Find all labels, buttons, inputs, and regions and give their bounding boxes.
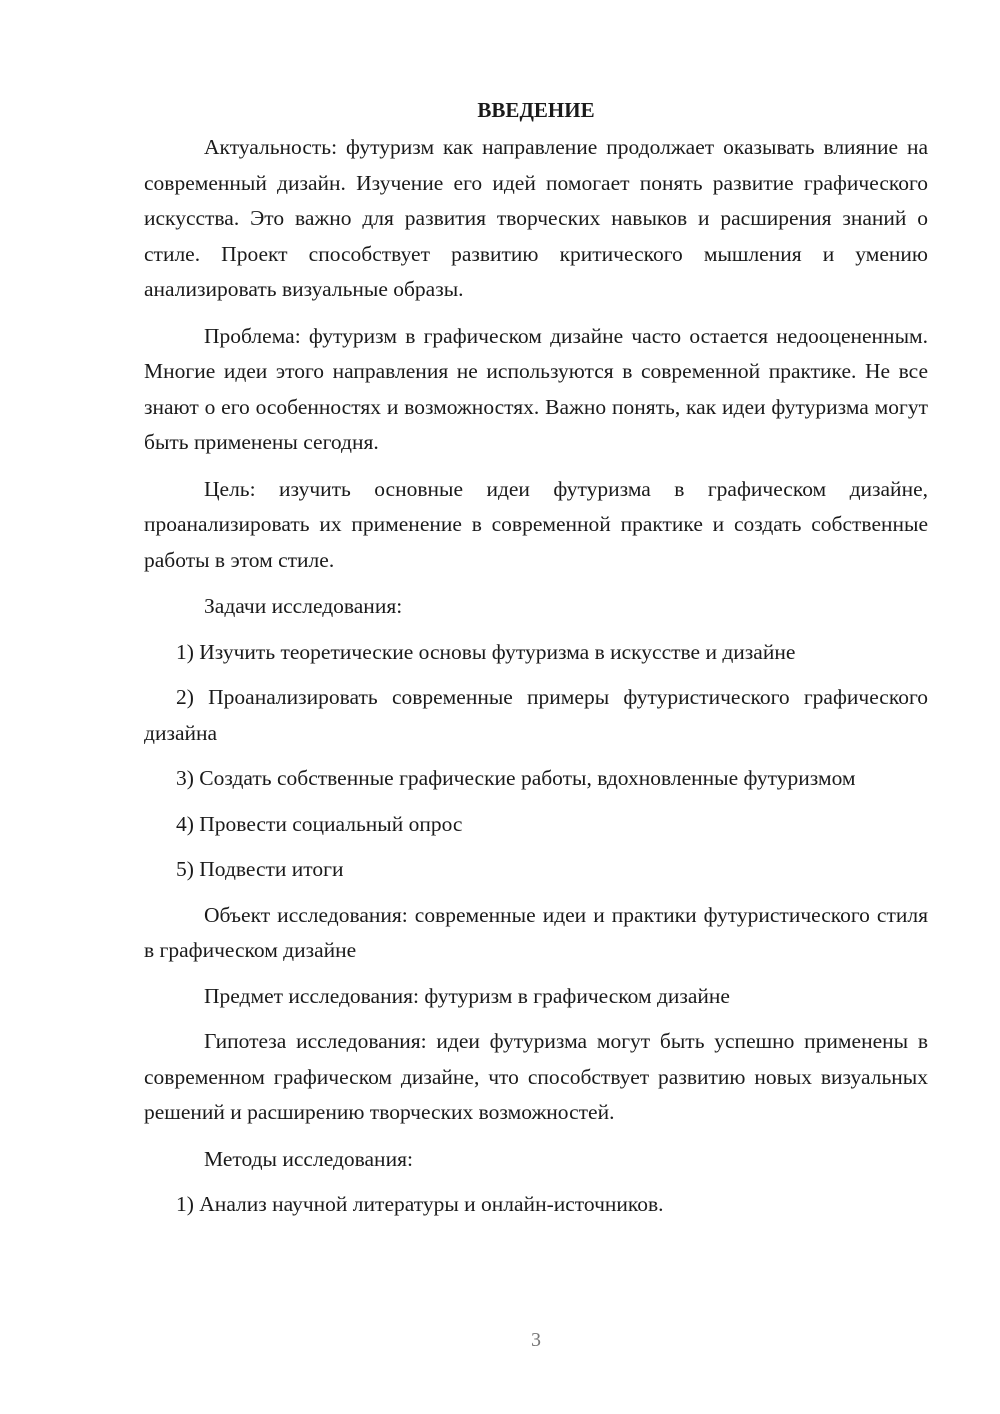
page-title: ВВЕДЕНИЕ xyxy=(477,98,595,122)
task-item-4: 4) Провести социальный опрос xyxy=(176,811,463,836)
subject-paragraph: Предмет исследования: футуризм в графическом дизайне xyxy=(204,983,730,1008)
hypothesis-paragraph: Гипотеза исследования: идеи футуризма могут быть успешно применены в современном графическом дизайне, что способствует развитию новых визуальных решений и расширению творческих возможностей. xyxy=(144,1029,928,1124)
relevance-paragraph: Актуальность: футуризм как направление продолжает оказывать влияние на современный дизайн. Изучение его идей помогает понять развитие графического искусства. Это важно для развития творческих навыков и расширения знаний о стиле. Проект способствует развитию критического мышления и умению анализировать визуальные образы. xyxy=(144,135,928,301)
problem-paragraph: Проблема: футуризм в графическом дизайне часто остается недооцененным. Многие идеи этого направления не используются в современной практике. Не все знают о его особенностях и возможностях. Важно понять, как идеи футуризма могут быть применены сегодня. xyxy=(144,323,928,454)
object-paragraph: Объект исследования: современные идеи и практики футуристического стиля в графическом дизайне xyxy=(144,902,928,962)
methods-heading: Методы исследования: xyxy=(204,1146,413,1171)
method-item-1: 1) Анализ научной литературы и онлайн-источников. xyxy=(176,1192,664,1216)
task-item-1: 1) Изучить теоретические основы футуризма в искусстве и дизайне xyxy=(176,639,796,664)
tasks-heading: Задачи исследования: xyxy=(204,594,403,618)
page-number: 3 xyxy=(531,1329,541,1351)
task-item-5: 5) Подвести итоги xyxy=(176,857,344,881)
task-item-3: 3) Создать собственные графические работы, вдохновленные футуризмом xyxy=(176,766,856,790)
page-content xyxy=(144,92,928,1223)
task-item-2: 2) Проанализировать современные примеры футуристического графического дизайна xyxy=(144,685,928,745)
goal-paragraph: Цель: изучить основные идеи футуризма в графическом дизайне, проанализировать их применение в современной практике и создать собственные работы в этом стиле. xyxy=(144,476,928,572)
